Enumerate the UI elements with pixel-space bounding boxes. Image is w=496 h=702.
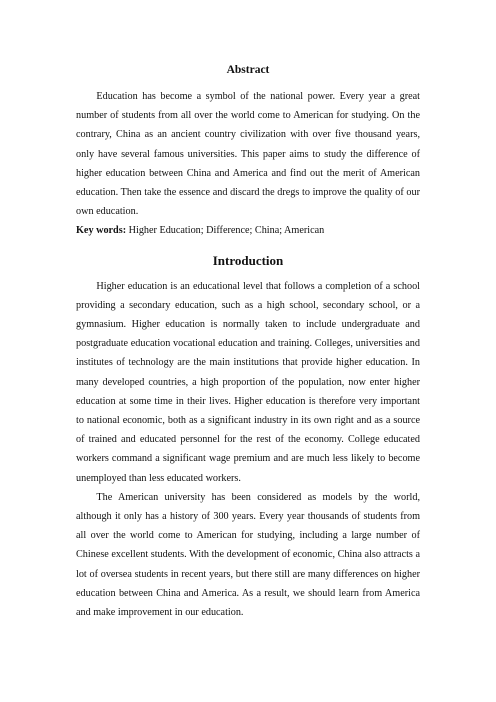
keywords-value: Higher Education; Difference; China; American [128, 225, 325, 237]
abstract-paragraph: Education has become a symbol of the national power. Every year a great number of students from all over the world come to American for studying. On the contrary, China as an ancient country civilization with over five thousand years, only have several famous universities. This paper aims to study the difference of higher education between China and America and find out the merit of American education. Then take the essence and discard the dregs to improve the quality of our own education. [76, 91, 420, 218]
abstract-heading: Abstract [226, 64, 270, 76]
document-page [76, 62, 420, 622]
introduction-paragraph-1: Higher education is an educational level that follows a completion of a school providing a secondary education, such as a high school, secondary school, or a gymnasium. Higher education is normally taken to include undergraduate and postgraduate education vocational education and training. Colleges, universities and institutes of technology are the main institutions that provide higher education. In many developed countries, a high proportion of the population, now enter higher education at some time in their lives. Higher education is therefore very important to national economic, both as a significant industry in its own right and as a source of trained and educated personnel for the rest of the economy. College educated workers command a significant wage premium and are much less likely to become unemployed than less educated workers. [76, 280, 420, 484]
introduction-paragraph-2: The American university has been considered as models by the world, although it only has a history of 300 years. Every year thousands of students from all over the world come to American for studying, including a large number of Chinese excellent students. With the development of economic, China also attracts a lot of oversea students in recent years, but there still are many differences on higher education between China and America. As a result, we should learn from America and make improvement in our education. [76, 491, 420, 619]
keywords-line [76, 221, 420, 240]
introduction-heading: Introduction [212, 252, 284, 268]
keywords-label: Key words: [76, 225, 127, 237]
